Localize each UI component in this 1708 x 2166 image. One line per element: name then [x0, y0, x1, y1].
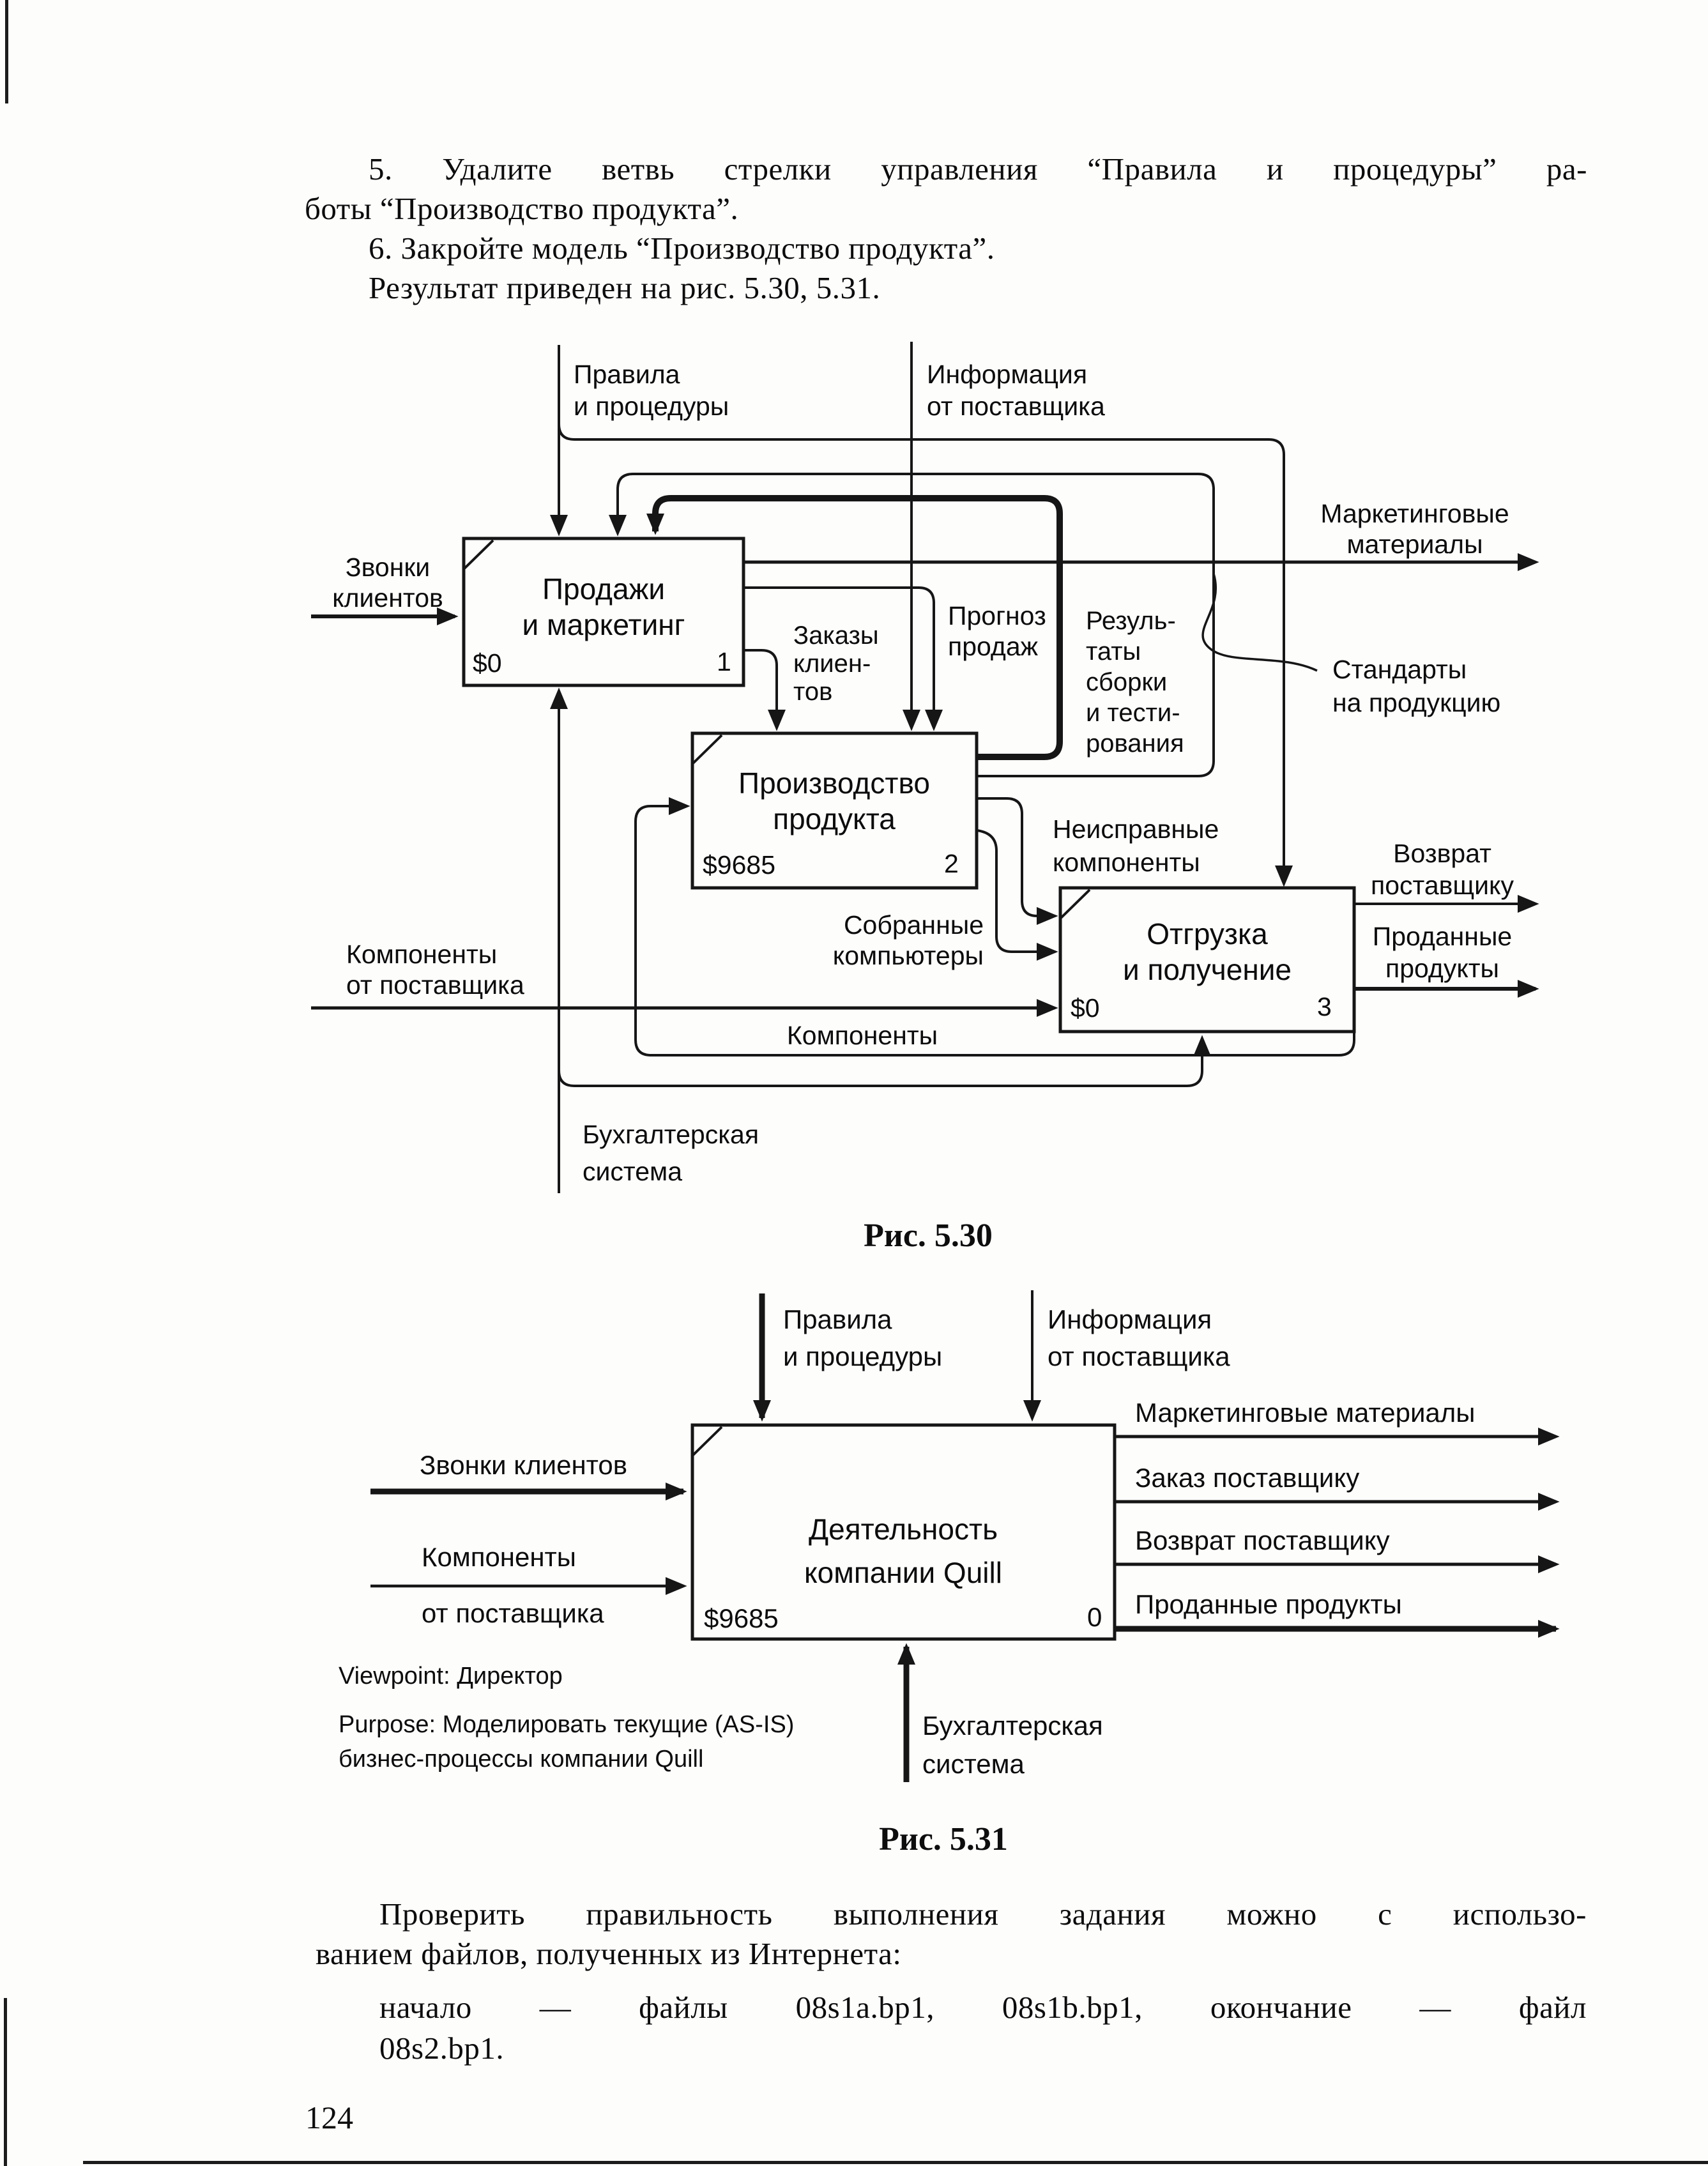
label-faulty-1: Неисправные	[1053, 814, 1219, 844]
label-rules-1: Правила	[783, 1304, 892, 1334]
arrow-return-to-supplier	[1354, 839, 1536, 904]
label-forecast-2: продаж	[948, 632, 1039, 661]
box-quill-title-1: Деятельность	[808, 1513, 998, 1546]
label-accounting-1: Бухгалтерская	[922, 1711, 1103, 1741]
activity-box-quill	[692, 1425, 1115, 1639]
activity-box-shipping	[1060, 888, 1354, 1032]
figure-5-30-caption: Рис. 5.30	[864, 1217, 993, 1254]
label-faulty-2: компоненты	[1053, 848, 1200, 877]
label-supplier-info-2: от поставщика	[927, 392, 1105, 421]
label-results-3: сборки	[1086, 668, 1168, 696]
box-shipping-cost: $0	[1071, 993, 1100, 1023]
label-sold: Проданные продукты	[1135, 1589, 1402, 1619]
box-corner-notch	[1060, 890, 1090, 919]
activity-box-sales-marketing	[464, 538, 743, 685]
scan-edge-artifact-bottom	[83, 2161, 1708, 2164]
label-assembled-2: компьютеры	[832, 941, 984, 970]
label-sold-2: продукты	[1385, 954, 1499, 983]
label-assembled-1: Собранные	[843, 910, 984, 940]
label-components-loop: Компоненты	[786, 1021, 938, 1050]
intro-line-2: боты “Производство продукта”.	[305, 191, 739, 226]
label-components-in-2: от поставщика	[346, 970, 524, 1000]
arrow-return-to-supplier	[1115, 1525, 1556, 1564]
figure-5-31-caption: Рис. 5.31	[879, 1821, 1008, 1857]
arrow-faulty-components	[977, 798, 1219, 916]
label-results-5: рования	[1086, 729, 1184, 758]
box-sales-title-1: Продажи	[542, 572, 666, 606]
label-supplier-info-1: Информация	[927, 360, 1088, 389]
box-corner-notch	[692, 1427, 722, 1456]
intro-line-1: 5. Удалите ветвь стрелки управления “Правила и процедуры” ра-	[369, 151, 1587, 187]
label-order: Заказ поставщику	[1135, 1463, 1360, 1493]
label-customer-calls-1: Звонки	[345, 553, 431, 582]
label-accounting-1: Бухгалтерская	[583, 1120, 759, 1149]
intro-line-4: Результат приведен на рис. 5.30, 5.31.	[369, 270, 881, 305]
box-corner-notch	[692, 735, 722, 764]
label-supplier-info-1: Информация	[1048, 1304, 1212, 1334]
activity-box-production	[692, 733, 977, 888]
label-accounting-2: система	[922, 1749, 1025, 1779]
box-production-title-1: Производство	[738, 766, 930, 800]
purpose-text-2: бизнес-процессы компании Quill	[339, 1746, 704, 1773]
scan-edge-artifact-left-top	[5, 0, 8, 103]
arrow-order-to-supplier	[1115, 1463, 1556, 1502]
label-marketing-1: Маркетинговые	[1320, 499, 1509, 528]
label-customer-calls-2: клиентов	[332, 583, 443, 613]
arrow-customer-orders	[743, 622, 879, 728]
label-forecast-1: Прогноз	[948, 601, 1046, 630]
box-shipping-title-2: и получение	[1122, 953, 1292, 986]
label-rules-2: и процедуры	[783, 1341, 943, 1371]
label-orders-1: Заказы	[793, 622, 879, 650]
box-production-number: 2	[944, 849, 959, 878]
outro-line-1: Проверить правильность выполнения задания можно с использо-	[379, 1896, 1587, 1932]
label-return-2: поставщику	[1371, 871, 1514, 900]
figure-5-31-diagram	[268, 1277, 1708, 1795]
arrow-sold-products	[1354, 922, 1536, 989]
label-return: Возврат поставщику	[1135, 1525, 1390, 1555]
arrow-sales-forecast	[743, 588, 1046, 728]
box-quill-title-2: компании Quill	[804, 1556, 1002, 1589]
box-quill-cost: $9685	[704, 1603, 779, 1633]
arrow-customer-calls	[370, 1450, 683, 1491]
box-production-cost: $9685	[703, 850, 776, 880]
label-standards-1: Стандарты	[1332, 655, 1467, 684]
label-results-4: и тести-	[1086, 699, 1180, 727]
label-results-1: Резуль-	[1086, 607, 1176, 635]
label-results-2: таты	[1086, 637, 1141, 666]
arrow-marketing-materials	[1115, 1398, 1556, 1437]
standards-callout-squiggle	[1203, 574, 1317, 671]
arrow-rules-and-procedures	[762, 1293, 942, 1418]
label-marketing: Маркетинговые материалы	[1135, 1398, 1475, 1428]
box-sales-number: 1	[717, 647, 731, 676]
box-quill-number: 0	[1087, 1602, 1102, 1632]
label-return-1: Возврат	[1393, 839, 1491, 868]
label-supplier-info-2: от поставщика	[1048, 1341, 1230, 1371]
arrow-customer-calls	[311, 553, 455, 616]
label-customer-calls: Звонки клиентов	[420, 1450, 628, 1480]
outro-line-3: начало — файлы 08s1a.bp1, 08s1b.bp1, окончание — файл	[379, 1990, 1587, 2025]
arrow-accounting-system	[906, 1647, 1103, 1782]
label-components-1: Компоненты	[422, 1542, 576, 1572]
label-components-in-1: Компоненты	[346, 940, 498, 969]
viewpoint-text: Viewpoint: Директор	[339, 1663, 563, 1689]
box-shipping-title-1: Отгрузка	[1147, 917, 1268, 950]
label-sold-1: Проданные	[1372, 922, 1513, 951]
arrow-sold-products	[1115, 1589, 1556, 1629]
label-accounting-2: система	[583, 1157, 683, 1186]
box-production-title-2: продукта	[773, 802, 896, 835]
label-orders-2: клиен-	[793, 650, 871, 678]
label-rules-1: Правила	[574, 360, 680, 389]
box-sales-title-2: и маркетинг	[522, 608, 685, 641]
purpose-text-1: Purpose: Моделировать текущие (AS-IS)	[339, 1711, 795, 1738]
label-marketing-2: материалы	[1346, 530, 1483, 559]
box-sales-cost: $0	[473, 648, 502, 678]
intro-line-3: 6. Закройте модель “Производство продукта”.	[369, 231, 995, 266]
model-properties	[339, 1663, 794, 1773]
arrow-marketing-materials	[743, 499, 1536, 562]
label-components-2: от поставщика	[422, 1598, 604, 1628]
page-number: 124	[305, 2100, 353, 2135]
box-corner-notch	[464, 540, 493, 569]
outro-line-2: ванием файлов, полученных из Интернета:	[316, 1936, 902, 1971]
label-standards-2: на продукцию	[1332, 688, 1501, 717]
figure-5-30-diagram	[268, 307, 1708, 1214]
arrow-components-from-supplier	[370, 1542, 683, 1628]
label-rules-2: и процедуры	[574, 392, 729, 421]
scan-edge-artifact-left-bottom	[4, 1998, 7, 2166]
box-shipping-number: 3	[1317, 992, 1332, 1021]
outro-line-4: 08s2.bp1.	[379, 2031, 505, 2066]
arrow-supplier-info	[911, 342, 1105, 728]
label-orders-3: тов	[793, 678, 833, 706]
